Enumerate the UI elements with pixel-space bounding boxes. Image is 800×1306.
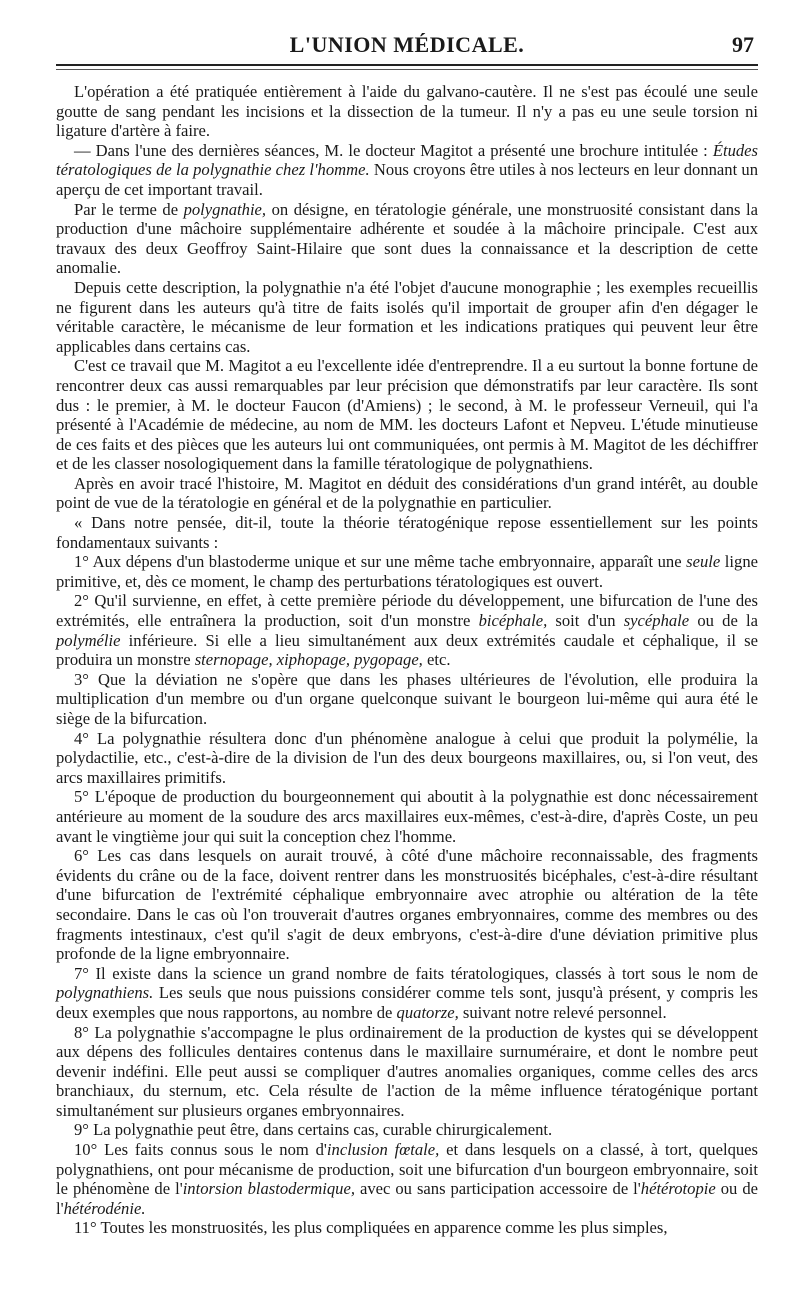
paragraph (56, 278, 758, 356)
header-rule (56, 69, 758, 70)
text-run: 3° Que la déviation ne s'opère que dans les phases ultérieures de l'évolution, elle produira la multiplication d'un membre ou d'un organe quelconque suivant le bourgeon lui-même qui aura été le siège de la bifurcation. (56, 669, 758, 728)
text-run: Par le terme de (74, 199, 184, 219)
italic-text: inclusion fœtale, (326, 1140, 440, 1160)
text-run: L'opération a été pratiquée entièrement à l'aide du galvano-cautère. Il ne s'est pas écoulé une seule goutte de sang pendant les incisions et la dissection de la tumeur. Il n'y a pas eu une seule torsion ni ligature d'artère à faire. (56, 82, 758, 141)
text-run: suivant notre relevé personnel. (458, 1002, 667, 1022)
text-run: ou de l' (56, 1179, 758, 1218)
italic-text: hétérotopie (640, 1179, 716, 1199)
text-run: inférieure. Si elle a lieu simultanément aux deux extrémités caudale et céphalique, il se produira un monstre (56, 630, 758, 670)
text-run: ligne primitive, et, dès ce moment, le champ des perturbations tératologiques est ouvert. (56, 552, 758, 591)
text-run: 5° L'époque de production du bourgeonnement qui aboutit à la polygnathie est donc nécessairement antérieure au moment de la soudure des arcs maxillaires eux-mêmes, c'est-à-dire, d'après Coste, un peu avant le vingtième jour qui suit la conception chez l'homme. (56, 787, 758, 846)
paragraph (56, 1120, 758, 1140)
italic-text: hétérodénie. (63, 1198, 146, 1218)
text-run: 10° Les faits connus sous le nom d' (74, 1140, 327, 1160)
text-run: 11° Toutes les monstruosités, les plus compliquées en apparence comme les plus simples, (74, 1218, 668, 1238)
italic-text: bicéphale, (478, 611, 548, 631)
text-run: on désigne, en tératologie générale, une monstruosité consistant dans la production d'une mâchoire supplémentaire adhérente et soudée à la mâchoire principale. C'est aux travaux des deux Geoffroy Saint-Hilaire que sont dues la connaissance et la description de cette anomalie. (56, 199, 759, 278)
paragraph (56, 474, 758, 513)
italic-text: intorsion blastodermique, (182, 1179, 355, 1199)
paragraph (56, 964, 758, 1023)
text-run: Après en avoir tracé l'histoire, M. Magitot en déduit des considérations d'un grand intérêt, au double point de vue de la tératologie en général et de la polygnathie en particulier. (56, 473, 758, 513)
text-run: avec ou sans participation accessoire de l' (355, 1179, 641, 1199)
text-run: 8° La polygnathie s'accompagne le plus ordinairement de la production de kystes qui se développent aux dépens des follicules dentaires contenus dans le maxillaire surnuméraire, et dont le nombre peut devenir indéfini. Elle peut aussi se compliquer d'autres anomalies organiques, comme celles des arcs branchiaux, du sternum, etc. Cela résulte de l'action de la même influence tératogénique portant simultanément sur plusieurs organes embryonnaires. (56, 1022, 758, 1120)
text-run: 1° Aux dépens d'un blastoderme unique et sur une même tache embryonnaire, apparaît une (74, 552, 687, 572)
text-run: Nous croyons être utiles à nos lecteurs en leur donnant un aperçu de cet important travail. (56, 160, 758, 199)
page-number: 97 (732, 32, 754, 57)
paragraph (56, 670, 758, 729)
paragraph (56, 729, 758, 788)
text-run: Depuis cette description, la polygnathie n'a été l'objet d'aucune monographie ; les exemples recueillis ne figurent dans les auteurs qu'à titre de faits isolés qu'il importait de grouper afin d'en dégager le véritable caractère, le mécanisme de leur formation et les indications pratiques qui peuvent leur être applicables dans certains cas. (56, 277, 758, 356)
paragraph (56, 846, 758, 964)
paragraph (56, 591, 758, 669)
text-run: Les seuls que nous puissions considérer comme tels sont, jusqu'à présent, y compris les deux exemples que nous rapportons, au nombre de (56, 983, 758, 1022)
paragraph (56, 356, 758, 474)
text-run: 7° Il existe dans la science un grand nombre de faits tératologiques, classés à tort sous le nom de (74, 963, 758, 983)
paragraph (56, 200, 758, 278)
italic-text: quatorze, (396, 1002, 459, 1022)
text-run: 9° La polygnathie peut être, dans certains cas, curable chirurgicalement. (74, 1120, 553, 1140)
paragraph (56, 1140, 758, 1218)
paragraph (56, 513, 758, 552)
text-run: ou de la (689, 611, 759, 631)
paragraph (56, 141, 758, 200)
text-run: et dans lesquels on a classé, à tort, quelques polygnathiens, ont pour mécanisme de production, soit une bifurcation d'un bourgeon embryonnaire, soit le phénomène de l' (56, 1140, 758, 1199)
paragraph (56, 82, 758, 141)
text-run: soit d'un (547, 611, 624, 631)
text-run: 6° Les cas dans lesquels on aurait trouvé, à côté d'une mâchoire reconnaissable, des fragments évidents du crâne ou de la face, doivent rentrer dans les monstruosités bicéphales, c'est-à-dire résultant d'une bifurcation de l'extrémité céphalique embryonnaire avec atrophie ou altération de la tête secondaire. Dans le cas où l'on trouverait d'autres organes embryonnaires, comme des membres ou des fragments intestinaux, c'est qu'il s'agit de deux embryons, c'est-à-dire d'une déviation primitive plus profonde de la ligne embryonnaire. (56, 846, 758, 964)
italic-text: polygnathiens. (56, 983, 154, 1003)
text-run: « Dans notre pensée, dit-il, toute la théorie tératogénique repose essentiellement sur les points fondamentaux suivants : (56, 513, 758, 552)
text-run: — Dans l'une des dernières séances, M. le docteur Magitot a présenté une brochure intitulée : (74, 140, 713, 160)
journal-title: L'UNION MÉDICALE. (289, 32, 525, 57)
italic-text: polymélie (56, 630, 121, 650)
italic-text: seule (686, 552, 721, 572)
italic-text: Études tératologiques de la polygnathie chez l'homme. (56, 140, 758, 180)
paragraph (56, 1218, 758, 1238)
paragraph (56, 552, 758, 591)
paragraph (56, 1023, 758, 1121)
italic-text: polygnathie, (183, 199, 267, 219)
text-run: C'est ce travail que M. Magitot a eu l'excellente idée d'entreprendre. Il a eu surtout la bonne fortune de rencontrer deux cas aussi remarquables par leur précision que démonstratifs par leur caractère. Ils sont dus : le premier, à M. le docteur Faucon (d'Amiens) ; le second, à M. le professeur Verneuil, qui l'a présenté à l'Académie de médecine, au nom de MM. les docteurs Lafont et Nepveu. L'étude minutieuse de ces faits et des pièces que les auteurs lui ont communiquées, ont permis à M. Magitot de les déchiffrer et de les classer nosologiquement dans la famille tératologique de polygnathiens. (56, 356, 758, 474)
text-run: 4° La polygnathie résultera donc d'un phénomène analogue à celui que produit la polymélie, la polydactilie, etc., c'est-à-dire de la division de l'un des deux bourgeons maxillaires, ou, si l'on veut, des arcs maxillaires primitifs. (56, 728, 758, 787)
italic-text: sternopage, xiphopage, pygopage, (194, 650, 423, 670)
text-run: etc. (422, 650, 451, 670)
italic-text: sycéphale (623, 611, 690, 631)
article-body (56, 82, 758, 1238)
page-header (56, 30, 758, 66)
paragraph (56, 787, 758, 846)
text-run: 2° Qu'il survienne, en effet, à cette première période du développement, une bifurcation de l'une des extrémités, elle entraînera la production, soit d'un monstre (56, 591, 758, 631)
